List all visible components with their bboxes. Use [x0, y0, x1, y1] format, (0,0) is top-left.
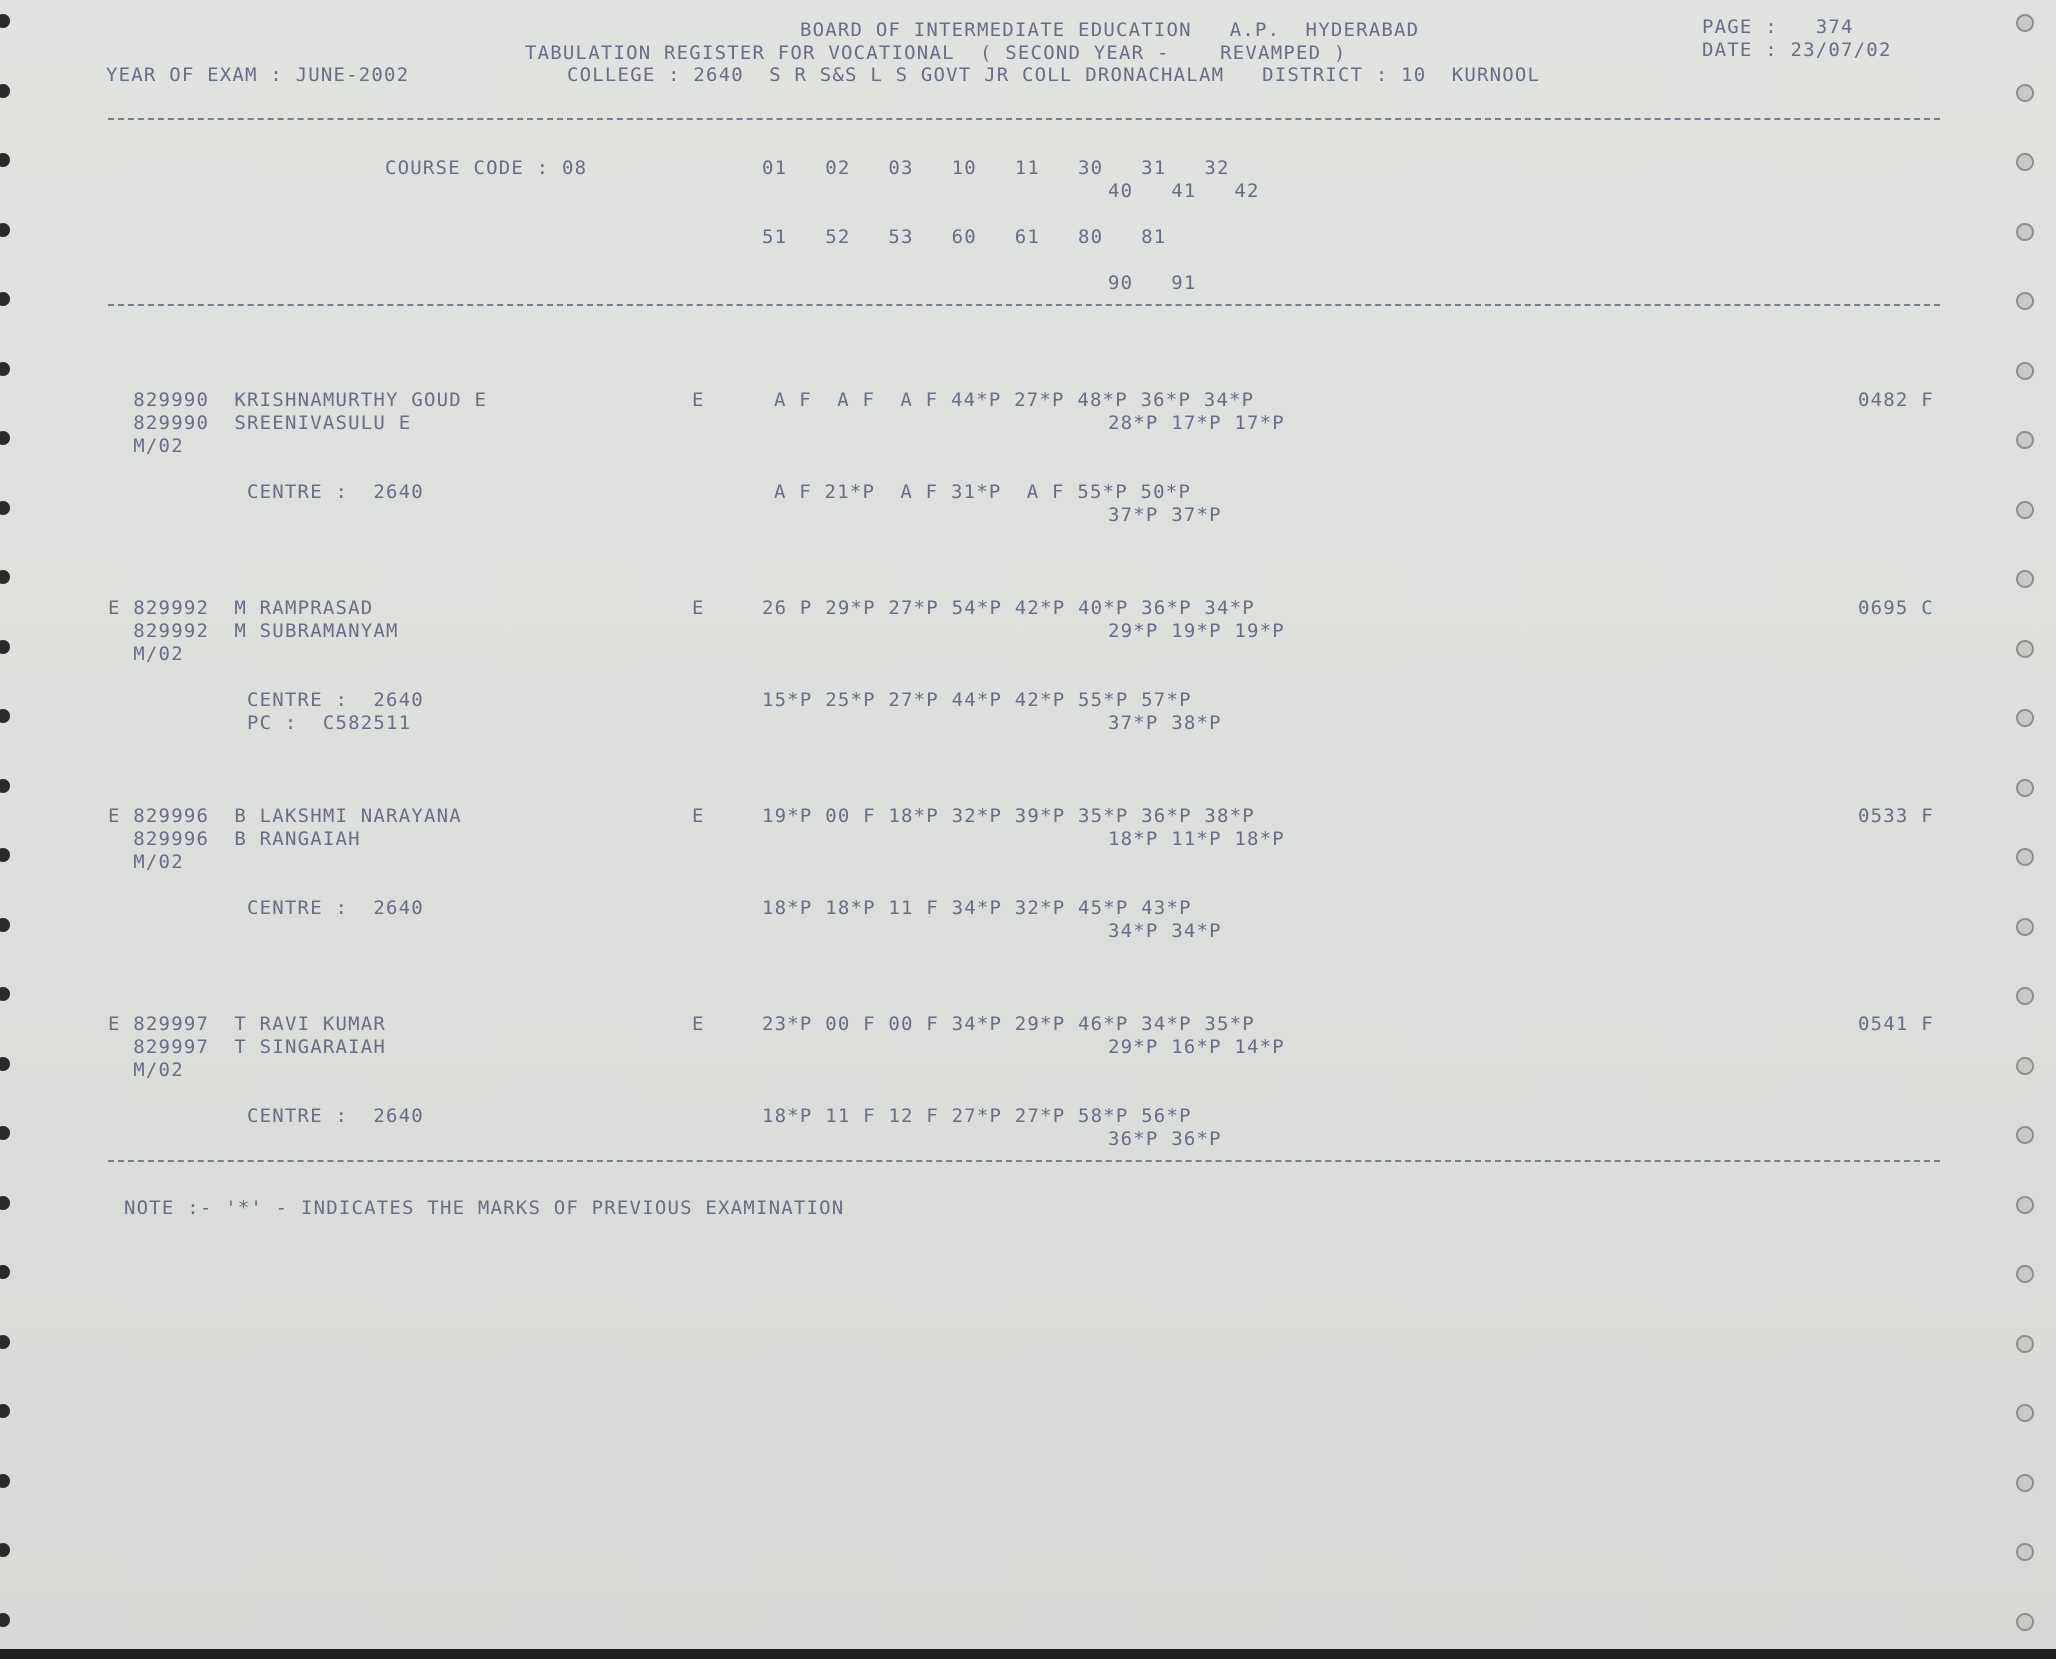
feed-hole	[0, 570, 10, 584]
roll-and-parent: 829997 T SINGARAIAH	[108, 1036, 387, 1058]
subject-codes-row1: 01 02 03 10 11 30 31 32	[762, 157, 1230, 179]
paper-bottom-edge	[0, 1649, 2056, 1659]
feed-hole	[2016, 223, 2034, 241]
marks-row-b: 29*P 19*P 19*P	[1108, 620, 1285, 642]
feed-hole	[0, 1057, 10, 1071]
marks-row-a: 23*P 00 F 00 F 34*P 29*P 46*P 34*P 35*P	[762, 1013, 1255, 1035]
feed-hole	[2016, 431, 2034, 449]
total-and-result: 0695 C	[1858, 597, 1934, 619]
feed-hole	[2016, 1335, 2034, 1353]
course-code-label: COURSE CODE : 08	[385, 157, 588, 179]
exam-session: M/02	[108, 435, 184, 457]
feed-hole	[2016, 848, 2034, 866]
marks-row-d: 37*P 38*P	[1108, 712, 1222, 734]
feed-hole	[0, 501, 10, 515]
header-divider	[108, 118, 1940, 120]
print-date: DATE : 23/07/02	[1702, 39, 1892, 61]
centre-code: CENTRE : 2640	[247, 1105, 424, 1127]
exam-session: M/02	[108, 1059, 184, 1081]
marks-row-d: 36*P 36*P	[1108, 1128, 1222, 1150]
feed-hole	[0, 1196, 10, 1210]
feed-hole	[2016, 1474, 2034, 1492]
roll-and-parent: 829992 M SUBRAMANYAM	[108, 620, 399, 642]
marks-row-c: A F 21*P A F 31*P A F 55*P 50*P	[774, 481, 1192, 503]
feed-hole	[2016, 1057, 2034, 1075]
feed-hole	[0, 362, 10, 376]
feed-hole	[2016, 709, 2034, 727]
centre-code: CENTRE : 2640	[247, 481, 424, 503]
feed-hole	[2016, 570, 2034, 588]
total-and-result: 0482 F	[1858, 389, 1934, 411]
feed-hole	[2016, 153, 2034, 171]
feed-hole	[0, 1265, 10, 1279]
feed-hole	[0, 987, 10, 1001]
footer-divider	[108, 1160, 1940, 1162]
page-number: PAGE : 374	[1702, 16, 1854, 38]
feed-hole	[0, 153, 10, 167]
feed-hole	[0, 14, 10, 28]
marks-row-c: 18*P 18*P 11 F 34*P 32*P 45*P 43*P	[762, 897, 1192, 919]
roll-and-name: 829990 KRISHNAMURTHY GOUD E	[108, 389, 488, 411]
marks-row-a: 19*P 00 F 18*P 32*P 39*P 35*P 36*P 38*P	[762, 805, 1255, 827]
feed-hole	[0, 1474, 10, 1488]
feed-hole	[0, 1404, 10, 1418]
feed-hole	[0, 1126, 10, 1140]
feed-hole	[2016, 1613, 2034, 1631]
exam-session: M/02	[108, 851, 184, 873]
feed-hole	[0, 918, 10, 932]
marks-row-b: 28*P 17*P 17*P	[1108, 412, 1285, 434]
tractor-feed-left	[0, 0, 30, 1640]
record-type: E	[692, 597, 705, 619]
college-line: COLLEGE : 2640 S R S&S L S GOVT JR COLL DRONACHALAM DISTRICT : 10 KURNOOL	[567, 64, 1541, 86]
subject-codes-row3: 51 52 53 60 61 80 81	[762, 226, 1167, 248]
year-of-exam: YEAR OF EXAM : JUNE-2002	[106, 64, 410, 86]
feed-hole	[0, 779, 10, 793]
marks-row-c: 18*P 11 F 12 F 27*P 27*P 58*P 56*P	[762, 1105, 1192, 1127]
feed-hole	[0, 848, 10, 862]
feed-hole	[0, 709, 10, 723]
marks-row-a: A F A F A F 44*P 27*P 48*P 36*P 34*P	[774, 389, 1255, 411]
pc-number: PC : C582511	[247, 712, 412, 734]
feed-hole	[2016, 84, 2034, 102]
roll-and-parent: 829990 SREENIVASULU E	[108, 412, 412, 434]
feed-hole	[2016, 1126, 2034, 1144]
feed-hole	[2016, 1404, 2034, 1422]
marks-note: NOTE :- '*' - INDICATES THE MARKS OF PREVIOUS EXAMINATION	[124, 1197, 845, 1219]
subject-codes-row4: 90 91	[1108, 272, 1197, 294]
feed-hole	[2016, 918, 2034, 936]
record-type: E	[692, 1013, 705, 1035]
feed-hole	[0, 292, 10, 306]
feed-hole	[2016, 779, 2034, 797]
course-divider	[108, 304, 1940, 306]
feed-hole	[0, 223, 10, 237]
feed-hole	[2016, 1543, 2034, 1561]
feed-hole	[2016, 1265, 2034, 1283]
feed-hole	[0, 1613, 10, 1627]
marks-row-d: 34*P 34*P	[1108, 920, 1222, 942]
record-type: E	[692, 389, 705, 411]
roll-and-name: E 829996 B LAKSHMI NARAYANA	[108, 805, 462, 827]
total-and-result: 0541 F	[1858, 1013, 1934, 1035]
centre-code: CENTRE : 2640	[247, 689, 424, 711]
feed-hole	[2016, 501, 2034, 519]
marks-row-b: 18*P 11*P 18*P	[1108, 828, 1285, 850]
centre-code: CENTRE : 2640	[247, 897, 424, 919]
tractor-feed-right	[2016, 0, 2046, 1640]
marks-row-c: 15*P 25*P 27*P 44*P 42*P 55*P 57*P	[762, 689, 1192, 711]
total-and-result: 0533 F	[1858, 805, 1934, 827]
register-title: TABULATION REGISTER FOR VOCATIONAL ( SECOND YEAR - REVAMPED )	[525, 42, 1347, 64]
feed-hole	[2016, 362, 2034, 380]
feed-hole	[2016, 987, 2034, 1005]
feed-hole	[0, 1543, 10, 1557]
subject-codes-row2: 40 41 42	[1108, 180, 1260, 202]
record-type: E	[692, 805, 705, 827]
feed-hole	[2016, 640, 2034, 658]
feed-hole	[0, 84, 10, 98]
marks-row-b: 29*P 16*P 14*P	[1108, 1036, 1285, 1058]
marks-row-d: 37*P 37*P	[1108, 504, 1222, 526]
feed-hole	[0, 640, 10, 654]
exam-session: M/02	[108, 643, 184, 665]
roll-and-parent: 829996 B RANGAIAH	[108, 828, 361, 850]
feed-hole	[2016, 292, 2034, 310]
board-title: BOARD OF INTERMEDIATE EDUCATION A.P. HYDERABAD	[800, 19, 1420, 41]
roll-and-name: E 829997 T RAVI KUMAR	[108, 1013, 387, 1035]
roll-and-name: E 829992 M RAMPRASAD	[108, 597, 374, 619]
feed-hole	[2016, 1196, 2034, 1214]
feed-hole	[0, 1335, 10, 1349]
feed-hole	[2016, 14, 2034, 32]
marks-row-a: 26 P 29*P 27*P 54*P 42*P 40*P 36*P 34*P	[762, 597, 1255, 619]
feed-hole	[0, 431, 10, 445]
